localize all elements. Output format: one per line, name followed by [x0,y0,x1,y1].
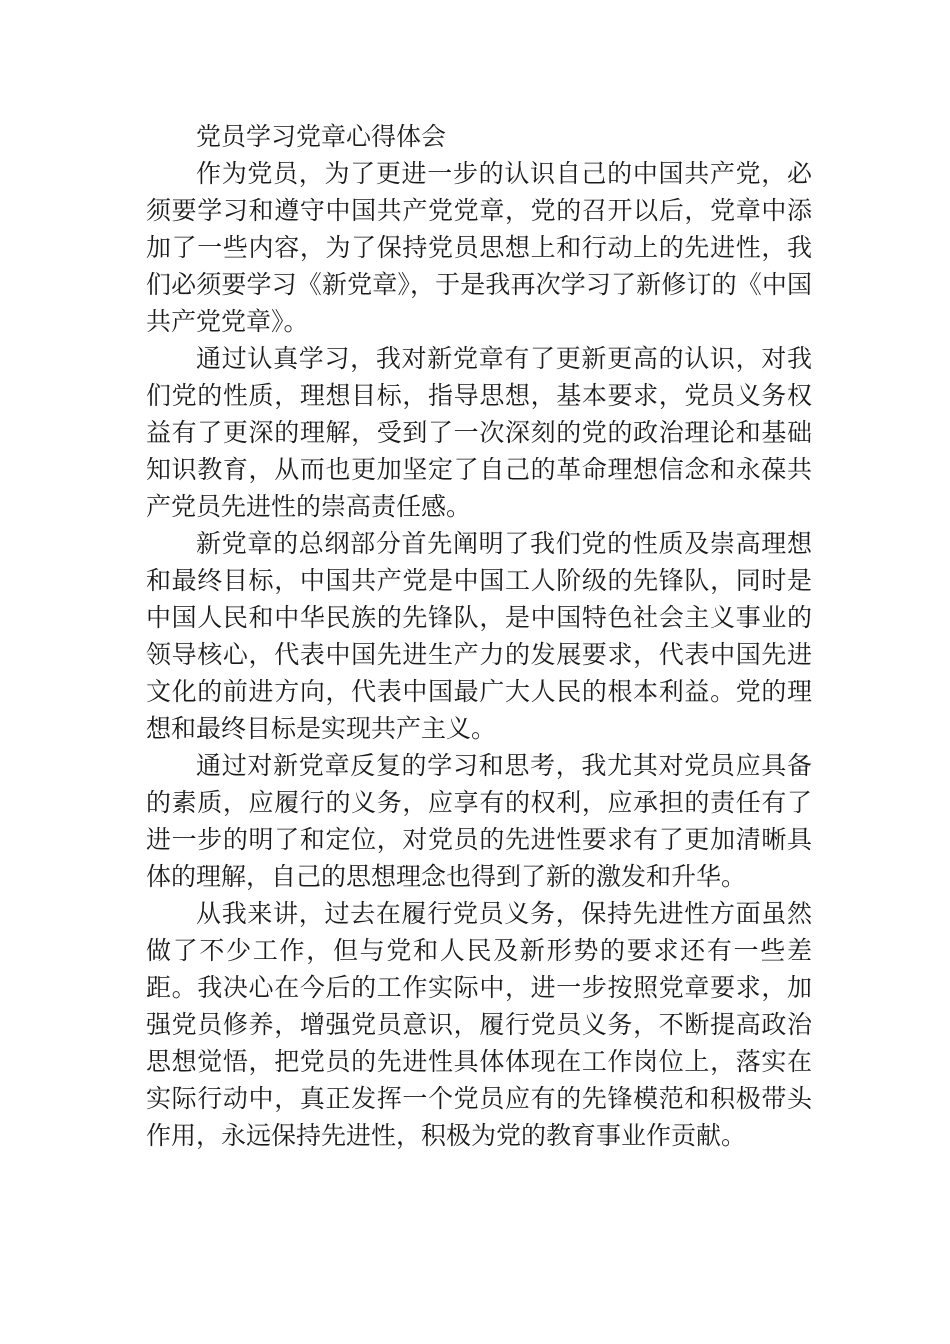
paragraph-general-program: 新党章的总纲部分首先阐明了我们党的性质及崇高理想和最终目标，中国共产党是中国工人阶级的先锋队，同时是中国人民和中华民族的先锋队，是中国特色社会主义事业的领导核心，代表中国先进生产力的发展要求，代表中国先进文化的前进方向，代表中国最广大人民的根本利益。党的理想和最终目标是实现共产主义。 [146,529,812,743]
document-body [146,118,812,1154]
paragraph-member-duties: 通过对新党章反复的学习和思考，我尤其对党员应具备的素质，应履行的义务，应享有的权利，应承担的责任有了进一步的明了和定位，对党员的先进性要求有了更加清晰具体的理解，自己的思想理念也得到了新的激发和升华。 [146,751,812,891]
paragraph-understanding: 通过认真学习，我对新党章有了更新更高的认识，对我们党的性质，理想目标，指导思想，基本要求，党员义务权益有了更深的理解，受到了一次深刻的党的政治理论和基础知识教育，从而也更加坚定了自己的革命理想信念和永葆共产党员先进性的崇高责任感。 [146,344,812,521]
document-title: 党员学习党章心得体会 [196,122,447,151]
paragraph-intro: 作为党员，为了更进一步的认识自己的中国共产党，必须要学习和遵守中国共产党党章，党的召开以后，党章中添加了一些内容，为了保持党员思想上和行动上的先进性，我们必须要学习《新党章》，于是我再次学习了新修订的《中国共产党党章》。 [146,159,812,336]
paragraph-resolution: 从我来讲，过去在履行党员义务，保持先进性方面虽然做了不少工作，但与党和人民及新形势的要求还有一些差距。我决心在今后的工作实际中，进一步按照党章要求，加强党员修养，增强党员意识，履行党员义务，不断提高政治思想觉悟，把党员的先进性具体体现在工作岗位上，落实在实际行动中，真正发挥一个党员应有的先锋模范和积极带头作用，永远保持先进性，积极为党的教育事业作贡献。 [146,899,812,1150]
